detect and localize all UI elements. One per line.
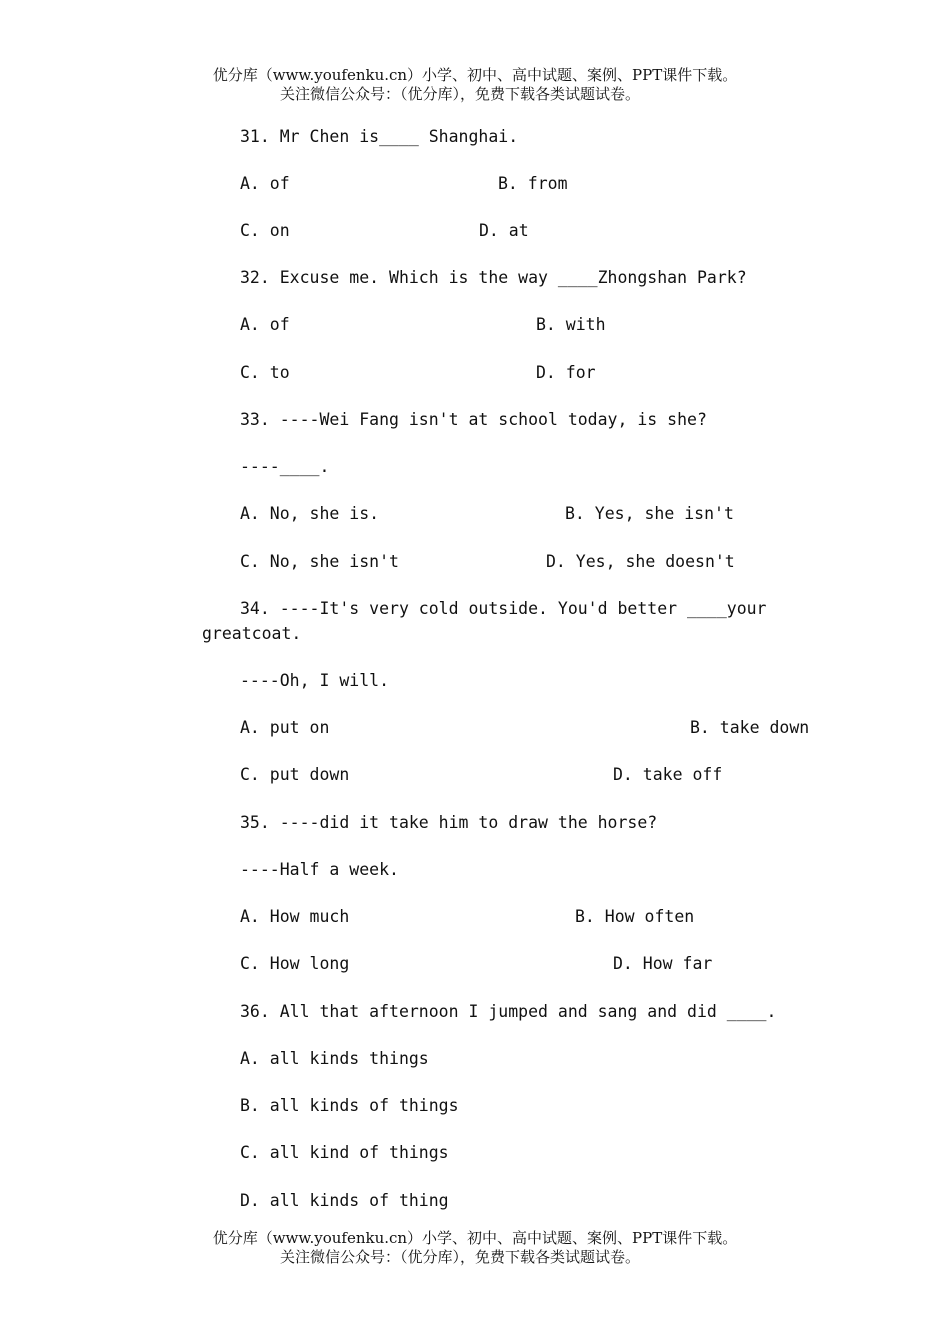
q35-option-b: B. How often	[575, 907, 695, 926]
q34-stem: 34. ----It's very cold outside. You'd better ____your	[240, 599, 767, 618]
q32-option-a: A. of	[240, 315, 290, 334]
q35-option-d: D. How far	[613, 954, 713, 973]
q34-option-a: A. put on	[240, 718, 330, 737]
q34-option-d: D. take off	[613, 765, 723, 784]
q36-option-c: C. all kind of things	[240, 1143, 449, 1162]
footer-line-2: 关注微信公众号：（优分库），免费下载各类试题试卷。	[279, 1248, 640, 1266]
q31-option-a: A. of	[240, 174, 290, 193]
q36-option-b: B. all kinds of things	[240, 1096, 459, 1115]
q36-option-d: D. all kinds of thing	[240, 1191, 449, 1210]
q32-option-c: C. to	[240, 363, 290, 382]
q34-option-b: B. take down	[690, 718, 810, 737]
q35-stem: 35. ----did it take him to draw the horse?	[240, 813, 658, 832]
q31-option-d: D. at	[479, 221, 529, 240]
q34-option-c: C. put down	[240, 765, 350, 784]
q35-reply: ----Half a week.	[240, 860, 399, 879]
q31-option-b: B. from	[498, 174, 568, 193]
q33-option-a: A. No, she is.	[240, 504, 380, 523]
q33-option-b: B. Yes, she isn't	[565, 504, 734, 523]
q35-option-a: A. How much	[240, 907, 350, 926]
q34-reply: ----Oh, I will.	[240, 671, 390, 690]
page-footer	[0, 1229, 950, 1267]
header-line-2: 关注微信公众号：（优分库），免费下载各类试题试卷。	[279, 85, 640, 103]
q33-stem: 33. ----Wei Fang isn't at school today, is she?	[240, 410, 707, 429]
q34-stem-continued: greatcoat.	[202, 624, 302, 643]
q36-option-a: A. all kinds things	[240, 1049, 429, 1068]
q32-stem: 32. Excuse me. Which is the way ____Zhongshan Park?	[240, 268, 747, 287]
q36-stem: 36. All that afternoon I jumped and sang and did ____.	[240, 1002, 777, 1021]
header-line-1: 优分库（www.youfenku.cn）小学、初中、高中试题、案例、PPT课件下载。	[212, 66, 738, 84]
q35-option-c: C. How long	[240, 954, 350, 973]
page-header	[0, 66, 950, 104]
q31-stem: 31. Mr Chen is____ Shanghai.	[240, 127, 519, 146]
q33-option-d: D. Yes, she doesn't	[546, 552, 735, 571]
q31-option-c: C. on	[240, 221, 290, 240]
q32-option-d: D. for	[536, 363, 596, 382]
q32-option-b: B. with	[536, 315, 606, 334]
q33-option-c: C. No, she isn't	[240, 552, 399, 571]
footer-line-1: 优分库（www.youfenku.cn）小学、初中、高中试题、案例、PPT课件下载。	[212, 1229, 738, 1247]
q33-reply: ----____.	[240, 457, 330, 476]
